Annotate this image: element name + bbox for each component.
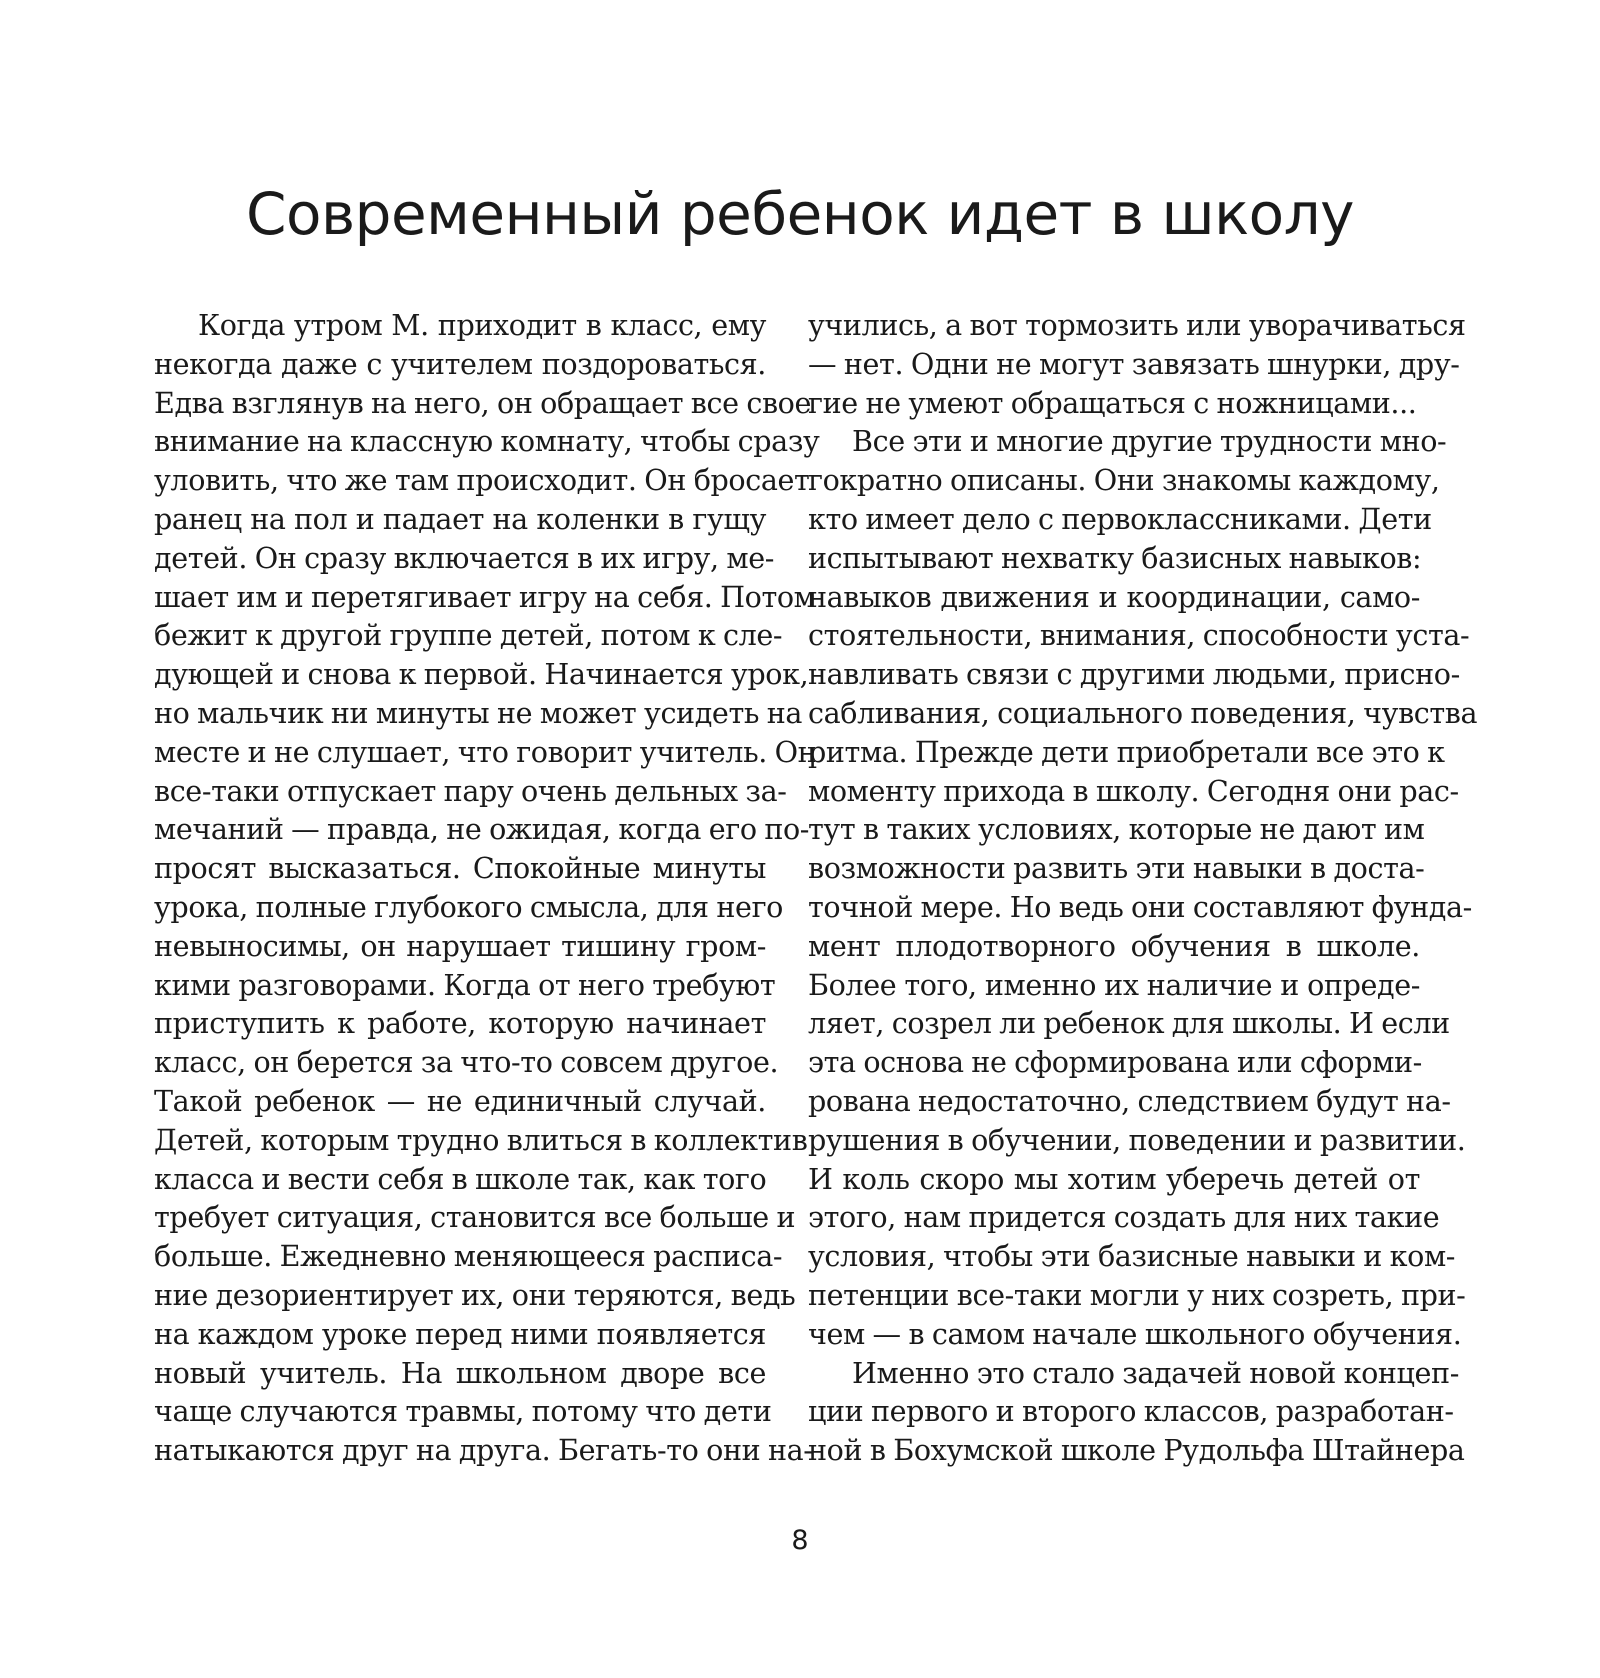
text-line: испытывают нехватку базисных навыков: — [808, 540, 1422, 575]
text-line: возможности развить эти навыки в доста- — [808, 851, 1425, 886]
text-line: но мальчик ни минуты не может усидеть на — [154, 695, 803, 730]
text-line: класс, он берется за что-то совсем другое. — [154, 1045, 779, 1080]
text-line: ние дезориентирует их, они теряются, ведь — [154, 1277, 796, 1312]
page-title: Современный ребенок идет в школу — [245, 180, 1354, 248]
text-line: гократно описаны. Они знакомы каждому, — [808, 463, 1440, 498]
text-line: гие не умеют обращаться с ножницами... — [808, 385, 1417, 420]
text-line: кими разговорами. Когда от него требуют — [154, 967, 776, 1002]
text-line: ной в Бохумской школе Рудольфа Штайнера — [808, 1433, 1465, 1468]
text-line: тут в таких условиях, которые не дают им — [808, 812, 1425, 847]
text-line: Когда утром М. приходит в класс, ему — [198, 308, 766, 342]
text-line: Едва взглянув на него, он обращает все свое — [154, 385, 811, 420]
text-line: И коль скоро мы хотим уберечь детей от — [808, 1161, 1420, 1196]
text-line: учились, а вот тормозить или уворачиваться — [808, 308, 1466, 342]
text-line: дующей и снова к первой. Начинается урок, — [154, 657, 809, 692]
text-line: точной мере. Но ведь они составляют фунда- — [808, 889, 1472, 924]
text-line: невыносимы, он нарушает тишину гром- — [154, 928, 766, 963]
text-line: петенции все-таки могли у них созреть, при- — [808, 1277, 1466, 1312]
text-line: уловить, что же там происходит. Он бросает — [154, 463, 810, 498]
text-line: Такой ребенок — не единичный случай. — [154, 1083, 766, 1118]
right-column — [808, 306, 1478, 1470]
text-line: условия, чтобы эти базисные навыки и ком- — [808, 1239, 1456, 1274]
text-line: внимание на классную комнату, чтобы сразу — [154, 424, 820, 459]
text-line: ции первого и второго классов, разработан- — [808, 1394, 1454, 1429]
text-line: детей. Он сразу включается в их игру, ме- — [154, 540, 775, 575]
text-line: — нет. Одни не могут завязать шнурки, дру- — [808, 346, 1460, 381]
text-line: мечаний — правда, не ожидая, когда его по- — [154, 812, 810, 847]
text-line: Детей, которым трудно влиться в коллектив — [154, 1122, 808, 1157]
text-line: рушения в обучении, поведении и развитии. — [808, 1122, 1466, 1157]
text-line: ранец на пол и падает на коленки в гущу — [154, 501, 766, 536]
text-line: бежит к другой группе детей, потом к сле- — [154, 618, 783, 653]
text-line: навыков движения и координации, само- — [808, 579, 1420, 614]
text-line: просят высказаться. Спокойные минуты — [154, 851, 766, 886]
text-line: стоятельности, внимания, способности уста- — [808, 618, 1470, 653]
text-line: чаще случаются травмы, потому что дети — [154, 1394, 772, 1429]
text-line: ритма. Прежде дети приобретали все это к — [808, 734, 1445, 769]
text-line: некогда даже с учителем поздороваться. — [154, 346, 766, 381]
text-line: кто имеет дело с первоклассниками. Дети — [808, 501, 1432, 536]
text-line: больше. Ежедневно меняющееся расписа- — [154, 1239, 783, 1274]
text-line: эта основа не сформирована или сформи- — [808, 1045, 1422, 1080]
text-line: навливать связи с другими людьми, присно- — [808, 657, 1460, 692]
text-line: шает им и перетягивает игру на себя. Потом — [154, 579, 816, 614]
text-line: чем — в самом начале школьного обучения. — [808, 1316, 1462, 1351]
text-line: Более того, именно их наличие и опреде- — [808, 967, 1420, 1002]
text-line: урока, полные глубокого смысла, для него — [154, 889, 783, 924]
text-line: натыкаются друг на друга. Бегать-то они на- — [154, 1433, 813, 1468]
text-line: ляет, созрел ли ребенок для школы. И если — [808, 1006, 1450, 1041]
left-column — [154, 306, 820, 1470]
text-line: все-таки отпускает пару очень дельных за- — [154, 773, 787, 808]
text-line: требует ситуация, становится все больше и — [154, 1200, 796, 1235]
text-line: класса и вести себя в школе так, как того — [154, 1161, 767, 1196]
text-line: этого, нам придется создать для них такие — [808, 1200, 1440, 1235]
text-line: приступить к работе, которую начинает — [154, 1006, 766, 1041]
text-line: сабливания, социального поведения, чувства — [808, 695, 1478, 730]
page-number: 8 — [791, 1525, 809, 1556]
text-line: рована недостаточно, следствием будут на- — [808, 1083, 1451, 1118]
text-line: Именно это стало задачей новой концеп- — [852, 1355, 1459, 1390]
text-line: мент плодотворного обучения в школе. — [808, 928, 1420, 963]
text-line: месте и не слушает, что говорит учитель. Он — [154, 734, 817, 769]
text-line: на каждом уроке перед ними появляется — [154, 1316, 766, 1351]
text-line: новый учитель. На школьном дворе все — [154, 1355, 766, 1390]
text-line: Все эти и многие другие трудности мно- — [852, 424, 1447, 459]
text-line: моменту прихода в школу. Сегодня они рас- — [808, 773, 1459, 808]
